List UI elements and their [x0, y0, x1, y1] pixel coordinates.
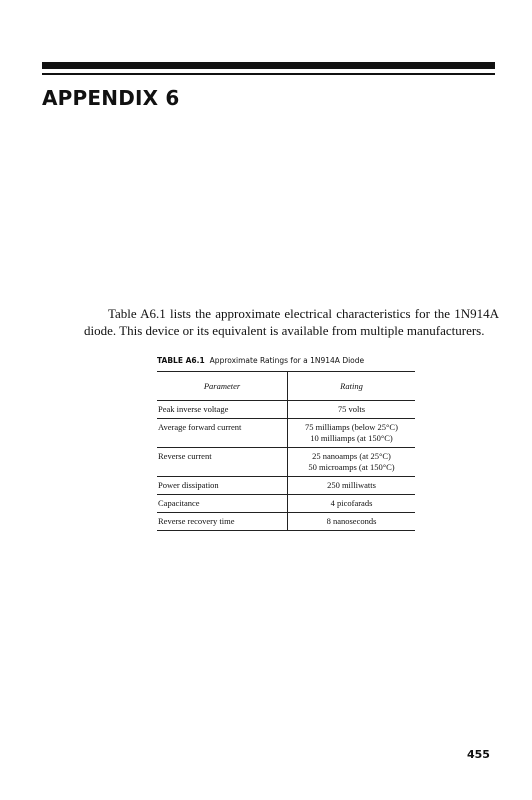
rating-cell — [288, 448, 416, 477]
table-row — [157, 477, 415, 495]
rating-line: 10 milliamps (at 150°C) — [310, 433, 393, 443]
rating-line: 8 nanoseconds — [326, 516, 377, 526]
page-title: APPENDIX 6 — [42, 86, 180, 110]
header-rule-thick — [42, 62, 495, 69]
rating-line: 25 nanoamps (at 25°C) — [312, 451, 391, 461]
rating-cell — [288, 495, 416, 513]
table-row — [157, 495, 415, 513]
intro-line-1: Table A6.1 lists the approximate electrical characteristics for the 1N914A — [108, 306, 499, 321]
column-header-parameter: Parameter — [157, 372, 288, 401]
parameter-cell: Reverse current — [157, 448, 288, 477]
table-row — [157, 513, 415, 531]
parameter-cell: Peak inverse voltage — [157, 401, 288, 419]
header-rule-thin — [42, 73, 495, 75]
table-caption-number: TABLE A6.1 — [157, 356, 205, 365]
rating-cell — [288, 513, 416, 531]
rating-cell — [288, 419, 416, 448]
parameter-cell: Average forward current — [157, 419, 288, 448]
column-header-rating: Rating — [340, 380, 363, 391]
rating-cell — [288, 401, 416, 419]
table-caption-text: Approximate Ratings for a 1N914A Diode — [209, 356, 365, 365]
rating-line: 4 picofarads — [330, 498, 373, 508]
table-row — [157, 401, 415, 419]
parameter-cell: Reverse recovery time — [157, 513, 288, 531]
intro-line-2: diode. This device or its equivalent is available from multiple manufacturers. — [84, 323, 485, 338]
parameter-cell: Capacitance — [157, 495, 288, 513]
table-row — [157, 448, 415, 477]
intro-paragraph — [84, 305, 499, 339]
rating-cell — [288, 477, 416, 495]
table-row — [157, 419, 415, 448]
ratings-table — [157, 371, 415, 531]
table-header-row — [157, 372, 415, 401]
page-number: 455 — [467, 748, 490, 761]
parameter-cell: Power dissipation — [157, 477, 288, 495]
rating-line: 75 milliamps (below 25°C) — [305, 422, 398, 432]
table-body — [157, 401, 415, 531]
table-caption — [157, 356, 364, 366]
rating-line: 250 milliwatts — [327, 480, 376, 490]
rating-line: 50 microamps (at 150°C) — [308, 462, 395, 472]
rating-line: 75 volts — [337, 404, 366, 414]
